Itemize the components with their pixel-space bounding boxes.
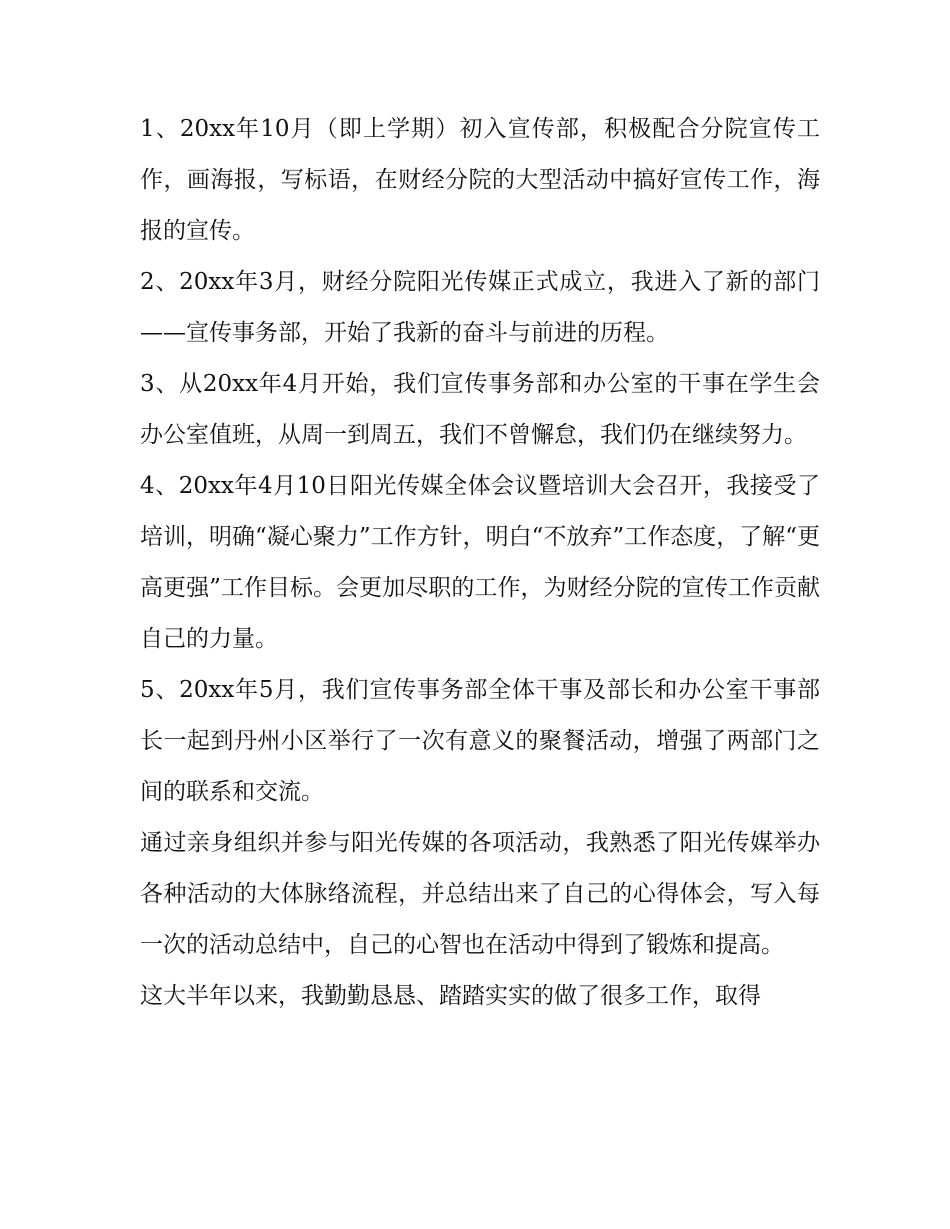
paragraph-item-5: 5、20xx年5月，我们宣传事务部全体干事及部长和办公室干事部长一起到丹州小区举行了一次有意义的聚餐活动，增强了两部门之间的联系和交流。 — [140, 677, 820, 805]
paragraph-item-2: 2、20xx年3月，财经分院阳光传媒正式成立，我进入了新的部门——宣传事务部，开始了我新的奋斗与前进的历程。 — [140, 269, 820, 346]
paragraph-item-1: 1、20xx年10月（即上学期）初入宣传部，积极配合分院宣传工作，画海报，写标语，在财经分院的大型活动中搞好宣传工作，海报的宣传。 — [140, 116, 820, 244]
paragraph-conclusion-start: 这大半年以来，我勤勤恳恳、踏踏实实的做了很多工作，取得 — [140, 983, 761, 1009]
paragraph-summary: 通过亲身组织并参与阳光传媒的各项活动，我熟悉了阳光传媒举办各种活动的大体脉络流程，并总结出来了自己的心得体会，写入每一次的活动总结中，自己的心智也在活动中得到了锻炼和提高。 — [140, 830, 820, 958]
paragraph-item-4: 4、20xx年4月10日阳光传媒全体会议暨培训大会召开，我接受了培训，明确“凝心聚力”工作方针，明白“不放弃”工作态度，了解“更高更强”工作目标。会更加尽职的工作，为财经分院的宣传工作贡献自己的力量。 — [140, 473, 820, 652]
paragraph-item-3: 3、从20xx年4月开始，我们宣传事务部和办公室的干事在学生会办公室值班，从周一到周五，我们不曾懈怠，我们仍在继续努力。 — [140, 371, 820, 448]
document-page — [140, 104, 820, 1022]
